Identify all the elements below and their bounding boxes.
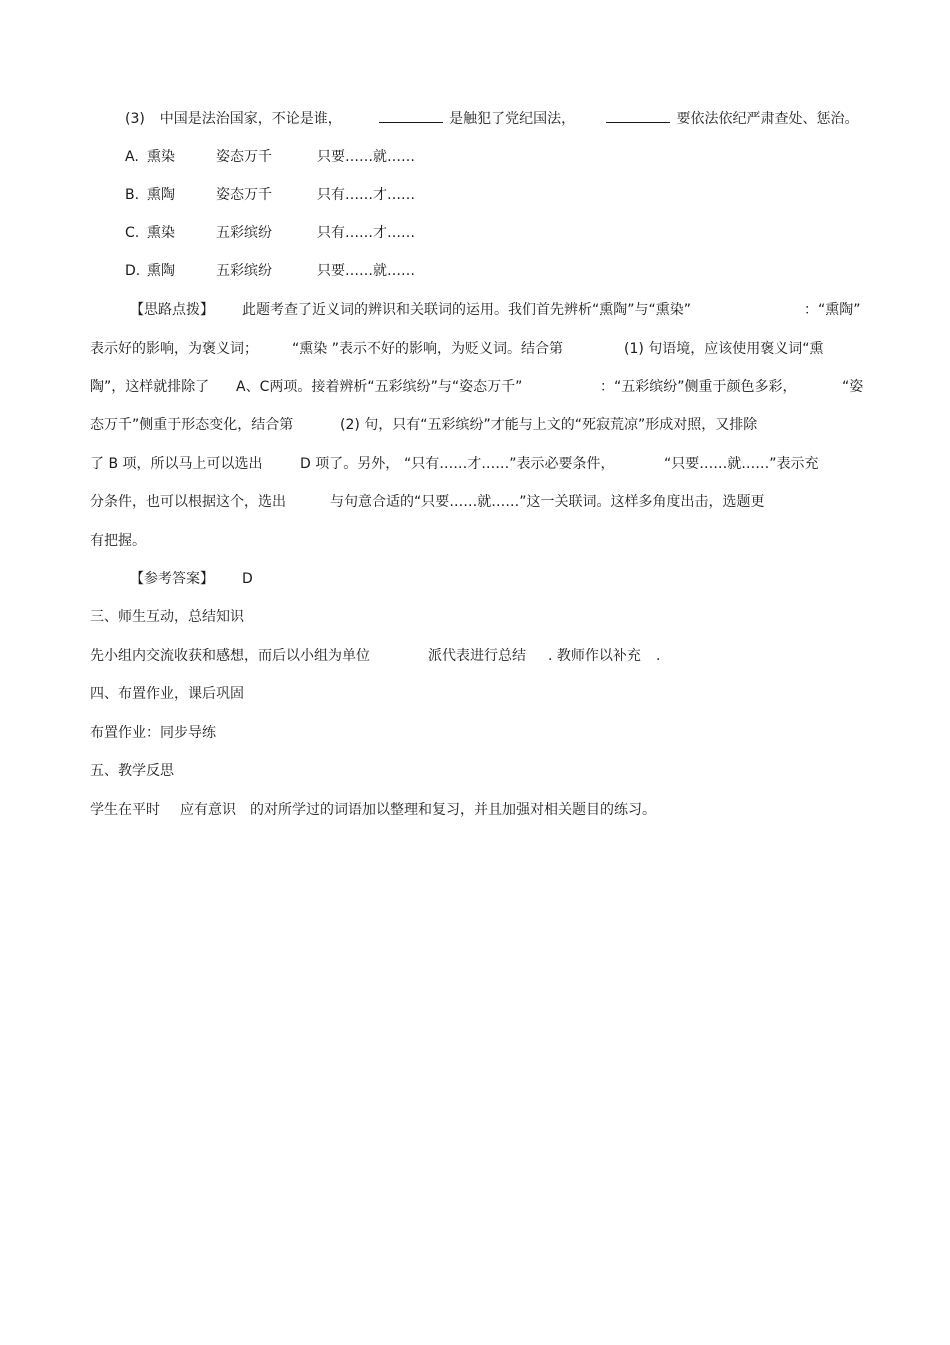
analysis-text: “姿 <box>842 379 864 395</box>
option-d[interactable] <box>125 260 525 282</box>
section-5-body <box>90 799 880 821</box>
analysis-text: 有把握。 <box>90 533 146 549</box>
option-word-3: 只要……就…… <box>317 263 415 279</box>
section-5-title: 五、教学反思 <box>90 763 174 779</box>
section-3-text: . 教师作以补充 <box>548 648 641 664</box>
option-letter: C. <box>125 225 140 241</box>
section-3-title: 三、师生互动，总结知识 <box>90 609 244 625</box>
section-3-text: 先小组内交流收获和感想，而后以小组为单位 <box>90 648 370 664</box>
reference-answer <box>90 568 880 590</box>
option-word-3: 只要……就…… <box>317 149 415 165</box>
section-5-text: 应有意识 <box>180 802 236 818</box>
analysis-line-5 <box>90 453 880 475</box>
analysis-text: “熏染 ”表示不好的影响，为贬义词。结合第 <box>292 341 563 357</box>
option-word-3: 只有……才…… <box>317 187 415 203</box>
analysis-line-4 <box>90 414 880 436</box>
analysis-text: ：“熏陶” <box>804 302 861 318</box>
analysis-line-3 <box>90 376 880 398</box>
analysis-text: “只要……就……”表示充 <box>664 456 819 472</box>
option-word-3: 只有……才…… <box>317 225 415 241</box>
question-number: (3) <box>125 111 145 127</box>
question-part2: 是触犯了党纪国法， <box>449 111 576 127</box>
answer-blank-1[interactable] <box>379 108 443 123</box>
option-word-1: 熏染 <box>147 149 175 165</box>
option-letter: B. <box>125 187 140 203</box>
section-5-text: 的对所学过的词语加以整理和复习，并且加强对相关题目的练习。 <box>250 802 656 818</box>
section-4-title: 四、布置作业，课后巩固 <box>90 686 244 702</box>
section-3-text: 派代表进行总结 <box>428 648 526 664</box>
answer-label: 【参考答案】 <box>130 571 214 587</box>
option-letter: A. <box>125 149 139 165</box>
analysis-text: 表示好的影响，为褒义词； <box>90 341 258 357</box>
option-word-2: 五彩缤纷 <box>216 263 272 279</box>
analysis-text: 此题考查了近义词的辨识和关联词的运用。我们首先辨析“熏陶”与“熏染” <box>242 302 692 318</box>
option-a[interactable] <box>125 146 525 168</box>
option-word-1: 熏染 <box>147 225 175 241</box>
analysis-label: 【思路点拨】 <box>130 302 214 318</box>
analysis-line-1 <box>90 299 880 321</box>
option-word-1: 熏陶 <box>147 187 175 203</box>
analysis-text: “只有……才……”表示必要条件， <box>404 456 615 472</box>
analysis-text: (1) 句语境，应该使用褒义词“熏 <box>624 341 824 357</box>
analysis-text: 态万千”侧重于形态变化，结合第 <box>90 417 294 433</box>
question-line <box>125 108 880 130</box>
analysis-text: D 项了。另外， <box>300 456 400 472</box>
section-3-body <box>90 645 880 667</box>
option-word-2: 五彩缤纷 <box>216 225 272 241</box>
answer-blank-2[interactable] <box>606 108 670 123</box>
section-5-text: 学生在平时 <box>90 802 160 818</box>
option-b[interactable] <box>125 184 525 206</box>
analysis-text: 陶”，这样就排除了 <box>90 379 210 395</box>
analysis-line-2 <box>90 338 880 360</box>
analysis-text: 了 B 项，所以马上可以选出 <box>90 456 263 472</box>
option-c[interactable] <box>125 222 525 244</box>
option-word-1: 熏陶 <box>147 263 175 279</box>
section-3-text: . <box>656 648 661 664</box>
analysis-line-7 <box>90 530 880 552</box>
question-part1: 中国是法治国家，不论是谁， <box>159 111 342 127</box>
analysis-text: 分条件，也可以根据这个，选出 <box>90 494 286 510</box>
analysis-text: A、C两项。接着辨析“五彩缤纷”与“姿态万千” <box>236 379 523 395</box>
option-word-2: 姿态万千 <box>216 149 272 165</box>
analysis-text: 与句意合适的“只要……就……”这一关联词。这样多角度出击，选题更 <box>330 494 765 510</box>
analysis-line-6 <box>90 491 880 513</box>
answer-value: D <box>242 571 253 587</box>
option-letter: D. <box>125 263 141 279</box>
analysis-text: (2) 句，只有“五彩缤纷”才能与上文的“死寂荒凉”形成对照，又排除 <box>340 417 758 433</box>
option-word-2: 姿态万千 <box>216 187 272 203</box>
section-4-body: 布置作业：同步导练 <box>90 725 216 741</box>
analysis-text: ：“五彩缤纷”侧重于颜色多彩， <box>600 379 797 395</box>
question-part3: 要依法依纪严肃查处、惩治。 <box>676 111 859 127</box>
